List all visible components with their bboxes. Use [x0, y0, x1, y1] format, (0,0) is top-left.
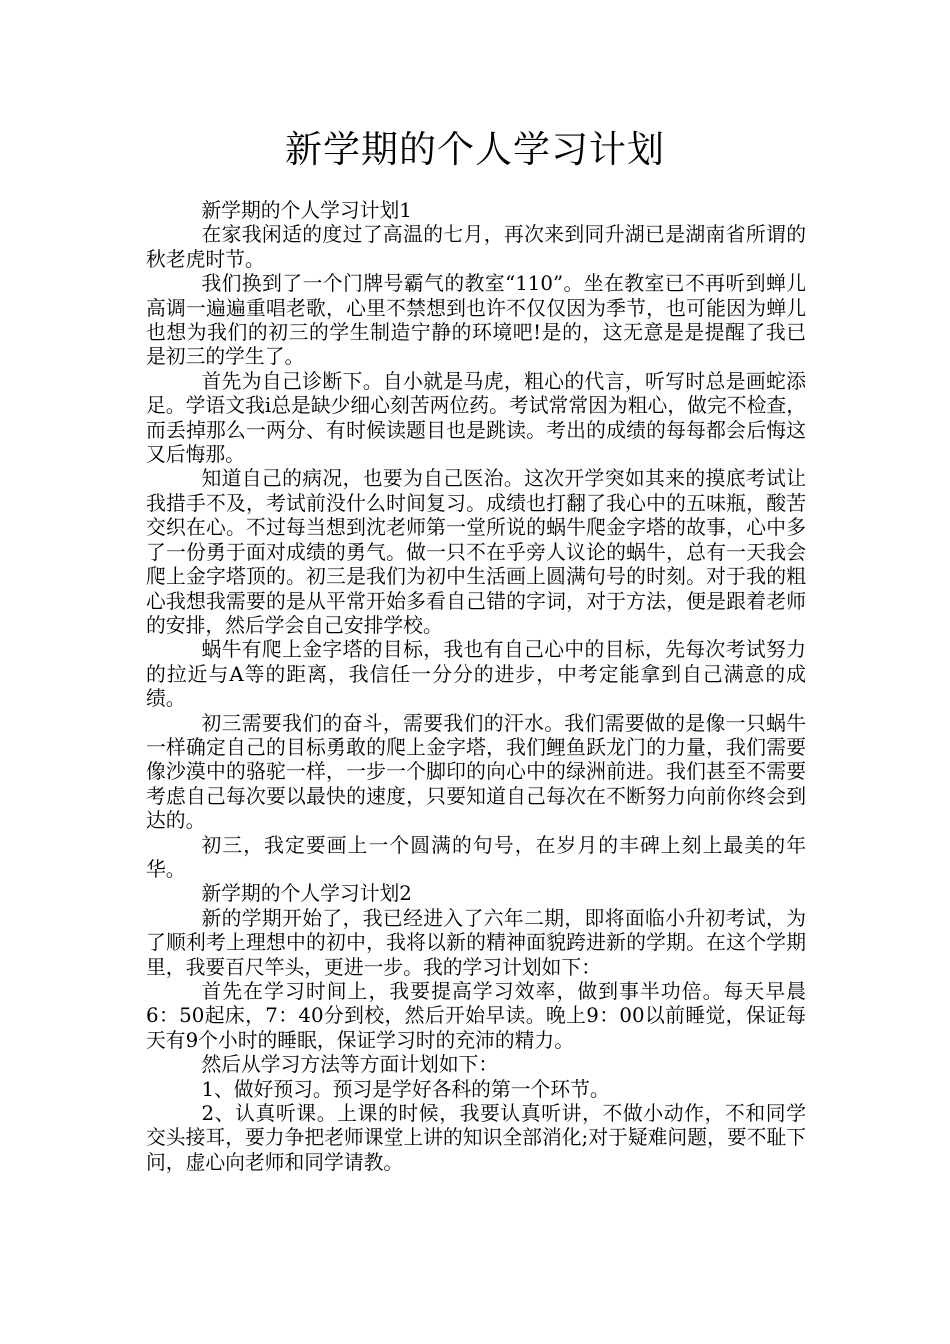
paragraph: 初三需要我们的奋斗，需要我们的汗水。我们需要做的是像一只蜗牛一样确定自己的目标勇敢的爬上金字塔，我们鲤鱼跃龙门的力量，我们需要像沙漠中的骆驼一样，一步一个脚印的向心中的绿洲前进。我们甚至不需要考虑自己每次要以最快的速度，只要知道自己每次在不断努力向前你终会到达的。: [146, 711, 806, 833]
section-heading-2: 新学期的个人学习计划2: [201, 882, 412, 906]
paragraph: 首先在学习时间上，我要提高学习效率，做到事半功倍。每天早晨6：50起床，7：40分到校，然后开始早读。晚上9：00以前睡觉，保证每天有9个小时的睡眠，保证学习时的充沛的精力。: [146, 980, 806, 1052]
paragraph: 然后从学习方法等方面计划如下：: [201, 1053, 499, 1077]
paragraph: 在家我闲适的度过了高温的七月，再次来到同升湖已是湖南省所谓的秋老虎时节。: [146, 223, 806, 271]
section-heading-1: 新学期的个人学习计划1: [201, 199, 412, 222]
paragraph: 初三，我定要画上一个圆满的句号，在岁月的丰碑上刻上最美的年华。: [146, 833, 806, 881]
document-body: [146, 199, 806, 1175]
paragraph: 我们换到了一个门牌号霸气的教室“110”。坐在教室已不再听到蝉儿高调一遍遍重唱老歌，心里不禁想到也许不仅仅因为季节，也可能因为蝉儿也想为我们的初三的学生制造宁静的环境吧!是的，这无意是是提醒了我已是初三的学生了。: [146, 272, 806, 369]
paragraph: 知道自己的病况，也要为自己医治。这次开学突如其来的摸底考试让我措手不及，考试前没什么时间复习。成绩也打翻了我心中的五味瓶，酸苦交织在心。不过每当想到沈老师第一堂所说的蜗牛爬金字塔的故事，心中多了一份勇于面对成绩的勇气。做一只不在乎旁人议论的蜗牛，总有一天我会爬上金字塔顶的。初三是我们为初中生活画上圆满句号的时刻。对于我的粗心我想我需要的是从平常开始多看自己错的字词，对于方法，便是跟着老师的安排，然后学会自己安排学校。: [146, 467, 806, 637]
paragraph: 新的学期开始了，我已经进入了六年二期，即将面临小升初考试，为了顺利考上理想中的初中，我将以新的精神面貌跨进新的学期。在这个学期里，我要百尺竿头，更进一步。我的学习计划如下：: [146, 906, 806, 979]
document-title: 新学期的个人学习计划: [285, 128, 665, 171]
paragraph: 首先为自己诊断下。自小就是马虎，粗心的代言，听写时总是画蛇添足。学语文我i总是缺少细心刻苦两位药。考试常常因为粗心，做完不检查，而丢掉那么一两分、有时候读题目也是跳读。考出的成绩的每每都会后悔这又后悔那。: [146, 369, 806, 467]
paragraph: 蜗牛有爬上金字塔的目标，我也有自己心中的目标，先每次考试努力的拉近与A等的距离，我信任一分分的进步，中考定能拿到自己满意的成绩。: [146, 638, 806, 711]
list-item: 1、做好预习。预习是学好各科的第一个环节。: [201, 1077, 610, 1101]
list-item: 2、认真听课。上课的时候，我要认真听讲，不做小动作，不和同学交头接耳，要力争把老师课堂上讲的知识全部消化;对于疑难问题，要不耻下问，虚心向老师和同学请教。: [146, 1102, 806, 1174]
